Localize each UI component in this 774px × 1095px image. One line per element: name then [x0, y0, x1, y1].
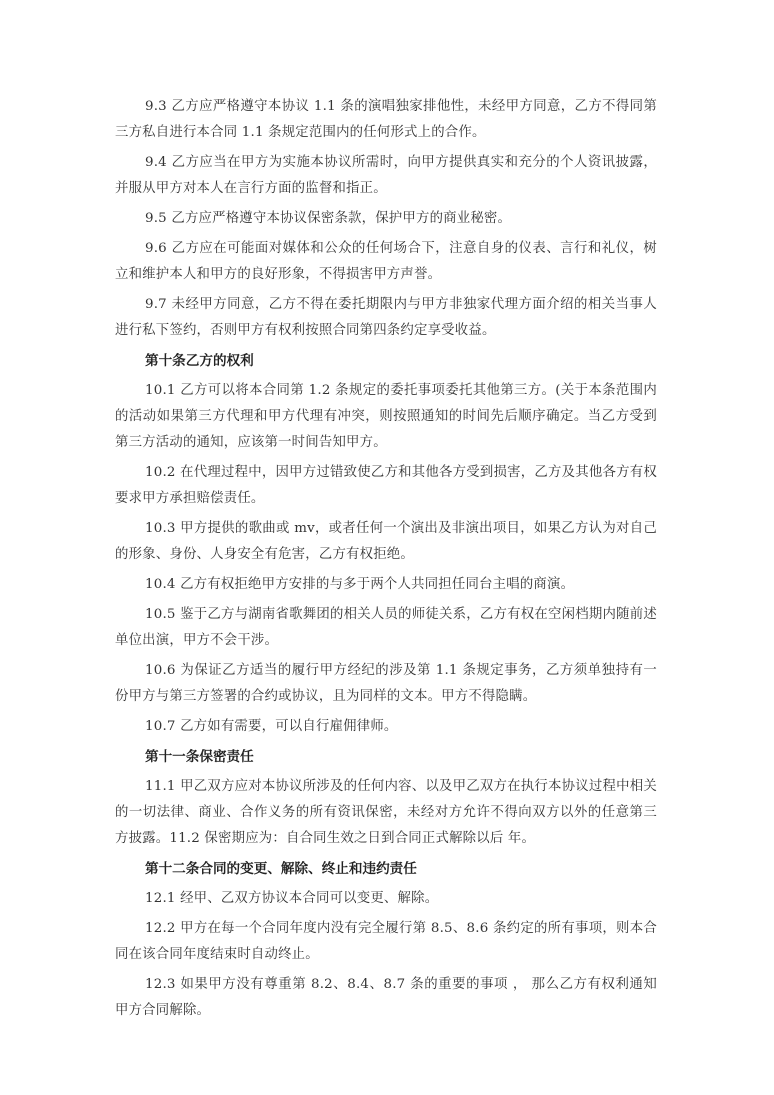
- clause-10-5: 10.5 鉴于乙方与湖南省歌舞团的相关人员的师徒关系，乙方有权在空闲档期内随前述单位出演，甲方不会干涉。: [115, 607, 657, 648]
- document-page: [115, 94, 657, 1028]
- clause-9-5: 9.5 乙方应严格遵守本协议保密条款，保护甲方的商业秘密。: [145, 211, 512, 226]
- clause-10-7: 10.7 乙方如有需要，可以自行雇佣律师。: [145, 719, 398, 734]
- clause-10-2: 10.2 在代理过程中，因甲方过错致使乙方和其他各方受到损害，乙方及其他各方有权要求甲方承担赔偿责任。: [115, 465, 657, 506]
- clause-9-4: 9.4 乙方应当在甲方为实施本协议所需时，向甲方提供真实和充分的个人资讯披露，并服从甲方对本人在言行方面的监督和指正。: [115, 155, 657, 196]
- clause-10-3: 10.3 甲方提供的歌曲或 mv，或者任何一个演出及非演出项目，如果乙方认为对自己的形象、身份、人身安全有危害，乙方有权拒绝。: [115, 521, 657, 562]
- section-heading-10: 第十条乙方的权利: [145, 353, 254, 369]
- clause-12-1: 12.1 经甲、乙双方协议本合同可以变更、解除。: [145, 891, 439, 906]
- clause-10-1: 10.1 乙方可以将本合同第 1.2 条规定的委托事项委托其他第三方。(关于本条范围内的活动如果第三方代理和甲方代理有冲突，则按照通知的时间先后顺序确定。当乙方受到第三方活动的通知，应该第一时间告知甲方。: [115, 383, 657, 450]
- clause-12-2: 12.2 甲方在每一个合同年度内没有完全履行第 8.5、8.6 条约定的所有事项，则本合同在该合同年度结束时自动终止。: [115, 921, 657, 962]
- clause-12-3: 12.3 如果甲方没有尊重第 8.2、8.4、8.7 条的重要的事项 ， 那么乙方有权利通知甲方合同解除。: [115, 977, 657, 1018]
- section-heading-11: 第十一条保密责任: [145, 749, 254, 765]
- clause-9-6: 9.6 乙方应在可能面对媒体和公众的任何场合下，注意自身的仪表、言行和礼仪，树立和维护本人和甲方的良好形象，不得损害甲方声誉。: [115, 241, 657, 282]
- section-heading-12: 第十二条合同的变更、解除、终止和违约责任: [145, 861, 417, 877]
- clause-9-7: 9.7 未经甲方同意，乙方不得在委托期限内与甲方非独家代理方面介绍的相关当事人进行私下签约，否则甲方有权利按照合同第四条约定享受收益。: [115, 297, 657, 338]
- clause-11-1: 11.1 甲乙双方应对本协议所涉及的任何内容、以及甲乙双方在执行本协议过程中相关的一切法律、商业、合作义务的所有资讯保密，未经对方允许不得向双方以外的任意第三方披露。11.2 保密期应为：自合同生效之日到合同正式解除以后 年。: [115, 779, 657, 846]
- clause-10-6: 10.6 为保证乙方适当的履行甲方经纪的涉及第 1.1 条规定事务，乙方须单独持有一份甲方与第三方签署的合约或协议，且为同样的文本。甲方不得隐瞒。: [115, 663, 657, 704]
- clause-9-3: 9.3 乙方应严格遵守本协议 1.1 条的演唱独家排他性，未经甲方同意，乙方不得同第三方私自进行本合同 1.1 条规定范围内的任何形式上的合作。: [115, 99, 657, 140]
- clause-10-4: 10.4 乙方有权拒绝甲方安排的与多于两个人共同担任同台主唱的商演。: [145, 577, 575, 592]
